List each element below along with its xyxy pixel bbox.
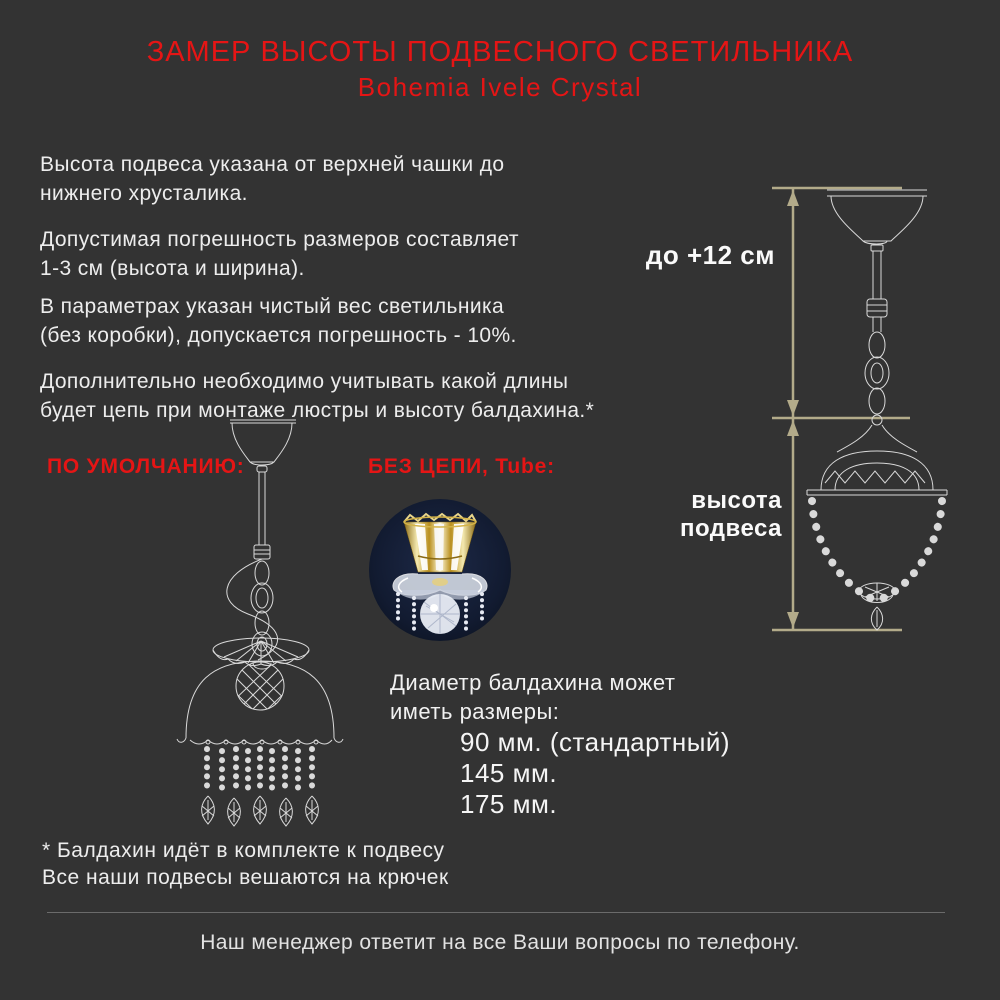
pendant-height-label: высота подвеса	[679, 487, 782, 542]
footer-divider	[47, 912, 945, 913]
canopy-diameter-intro: Диаметр балдахина может иметь размеры:	[390, 670, 676, 724]
canopy-size-option: 175 мм.	[460, 789, 558, 819]
page-title: ЗАМЕР ВЫСОТЫ ПОДВЕСНОГО СВЕТИЛЬНИКА	[146, 36, 854, 68]
brand-subtitle: Bohemia Ivele Crystal	[357, 72, 643, 102]
paragraph-chain-length: Дополнительно необходимо учитывать какой длины будет цепь при монтаже люстры и высоту балдахина.*	[40, 370, 595, 422]
default-pendant-illustration	[150, 410, 380, 830]
footer-message: Наш менеджер ответит на все Ваши вопросы по телефону.	[200, 931, 800, 954]
paragraph-height-definition: Высота подвеса указана от верхней чашки до нижнего хрусталика.	[40, 153, 505, 205]
paragraph-weight: В параметрах указан чистый вес светильника (без коробки), допускается погрешность - 10%.	[40, 295, 517, 347]
canopy-size-options	[460, 727, 730, 820]
height-measure-diagram	[755, 175, 990, 650]
chain-allowance-label: до +12 см	[645, 240, 775, 270]
section-label-default: ПО УМОЛЧАНИЮ:	[47, 455, 245, 478]
canopy-size-option: 145 мм.	[460, 758, 558, 788]
canopy-size-option: 90 мм. (стандартный)	[460, 727, 731, 757]
section-label-no-chain: БЕЗ ЦЕПИ, Tube:	[368, 455, 555, 478]
tube-mount-photo	[368, 498, 512, 642]
paragraph-tolerance: Допустимая погрешность размеров составляет 1-3 см (высота и ширина).	[40, 228, 519, 280]
footnote: * Балдахин идёт в комплекте к подвесу Все наши подвесы вешаются на крючек	[42, 839, 449, 889]
